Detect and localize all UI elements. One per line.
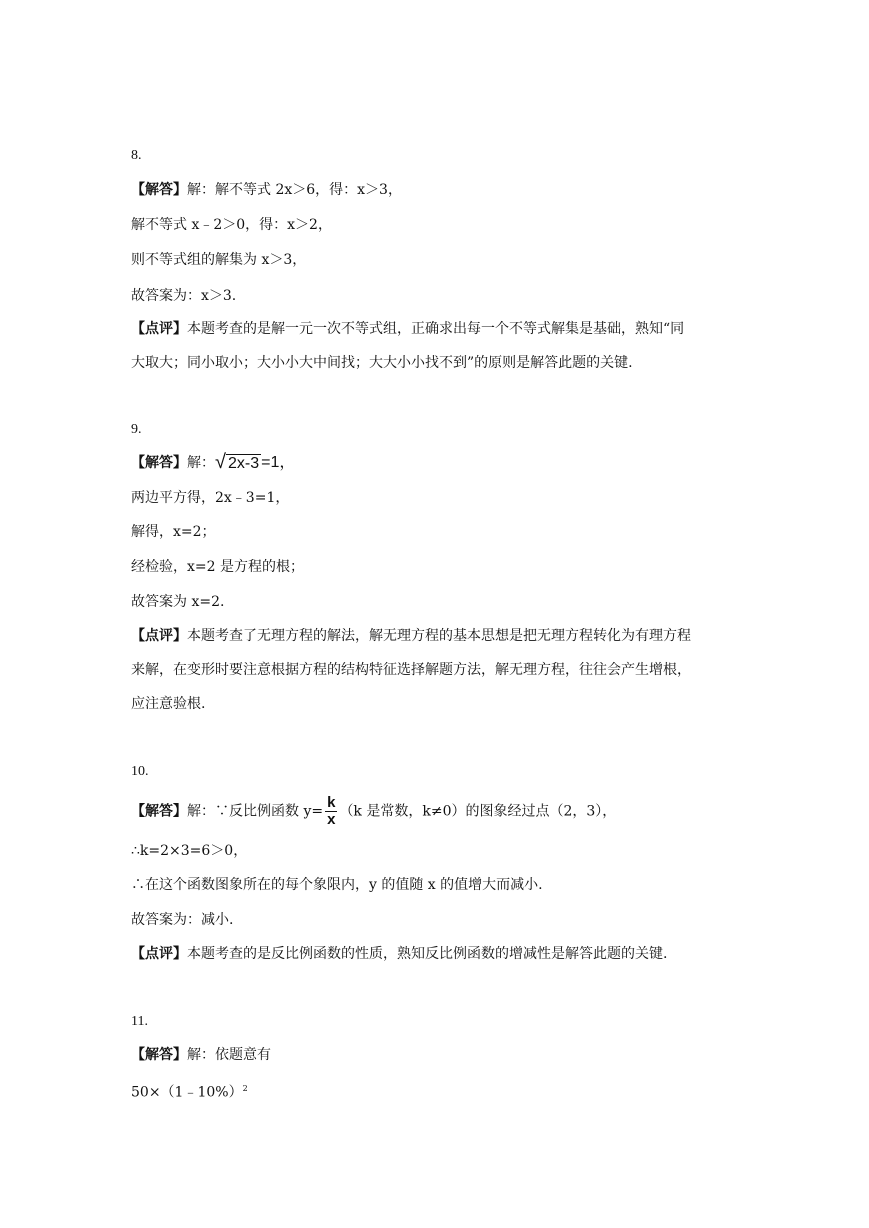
q9-answer-line-1: [131, 452, 295, 474]
q10-line-4: 故答案为：减小.: [131, 912, 234, 928]
answer-tag: 【解答】: [131, 182, 187, 198]
radical-sign-icon: √: [215, 451, 226, 473]
comment-tag: 【点评】: [131, 321, 187, 337]
q11-expression-line: [131, 1079, 248, 1103]
q8-comment-1: 本题考查的是解一元一次不等式组，正确求出每一个不等式解集是基础，熟知“同: [187, 321, 685, 337]
comment-tag: 【点评】: [131, 628, 187, 644]
q8-line-2: 解不等式 x﹣2＞0，得：x＞2，: [131, 217, 332, 233]
q11-exponent: 2: [242, 1084, 248, 1093]
q10-post: （k 是常数，k≠0）的图象经过点（2，3），: [339, 803, 617, 820]
q8-number: 8.: [131, 148, 142, 163]
q9-comment-line-3: 应注意验根.: [131, 696, 206, 712]
q9-line-5: 故答案为 x=2.: [131, 594, 225, 610]
q9-line-3: 解得，x=2；: [131, 524, 216, 540]
q11-expression: 50×（1﹣10%）: [131, 1084, 243, 1101]
q8-answer-line-1: [131, 180, 402, 200]
fraction-k-over-x: [325, 795, 337, 828]
q11-first: 依题意有: [215, 1047, 271, 1063]
q8-line-3: 则不等式组的解集为 x＞3，: [131, 252, 307, 268]
fraction-numerator: k: [327, 794, 336, 811]
q8-comment-line-1: [131, 319, 684, 339]
solve-label: 解：: [187, 1047, 215, 1063]
solve-label: 解：: [187, 803, 215, 820]
q10-line-2: ∴k=2×3=6＞0，: [131, 843, 248, 859]
q9-line-2: 两边平方得，2x﹣3=1，: [131, 490, 290, 506]
q10-line-3: ∴在这个函数图象所在的每个象限内，y 的值随 x 的值增大而减小.: [131, 877, 543, 893]
equation-rhs: =1，: [261, 454, 296, 471]
q11-answer-line-1: [131, 1045, 271, 1065]
q10-number: 10.: [131, 764, 149, 779]
q9-number: 9.: [131, 422, 142, 437]
sqrt-expression: [215, 452, 261, 474]
q10-comment-1: 本题考查的是反比例函数的性质，熟知反比例函数的增减性是解答此题的关键.: [187, 946, 668, 962]
q8-line-4: 故答案为：x＞3.: [131, 288, 237, 304]
q10-comment-line-1: [131, 944, 667, 964]
answer-tag: 【解答】: [131, 455, 187, 471]
fraction-denominator: x: [327, 811, 336, 828]
q10-pre: ∵反比例函数 y=: [215, 803, 324, 820]
q11-number: 11.: [131, 1014, 148, 1029]
answer-tag: 【解答】: [131, 1047, 187, 1063]
q8-comment-line-2: 大取大；同小取小；大小小大中间找；大大小小找不到”的原则是解答此题的关键.: [131, 355, 633, 371]
q9-comment-line-1: [131, 626, 691, 646]
q9-line-4: 经检验，x=2 是方程的根；: [131, 559, 304, 575]
comment-tag: 【点评】: [131, 946, 187, 962]
radicand: 2x-3: [227, 455, 260, 472]
answer-tag: 【解答】: [131, 803, 187, 820]
q9-comment-line-2: 来解，在变形时要注意根据方程的结构特征选择解题方法，解无理方程，往往会产生增根，: [131, 662, 691, 678]
solve-label: 解：: [187, 455, 215, 471]
q10-answer-line-1: [131, 795, 616, 828]
solve-label: 解：: [187, 182, 215, 198]
q8-line-1: 解不等式 2x＞6，得：x＞3，: [215, 182, 402, 198]
q9-comment-1: 本题考查了无理方程的解法，解无理方程的基本思想是把无理方程转化为有理方程: [187, 628, 691, 644]
